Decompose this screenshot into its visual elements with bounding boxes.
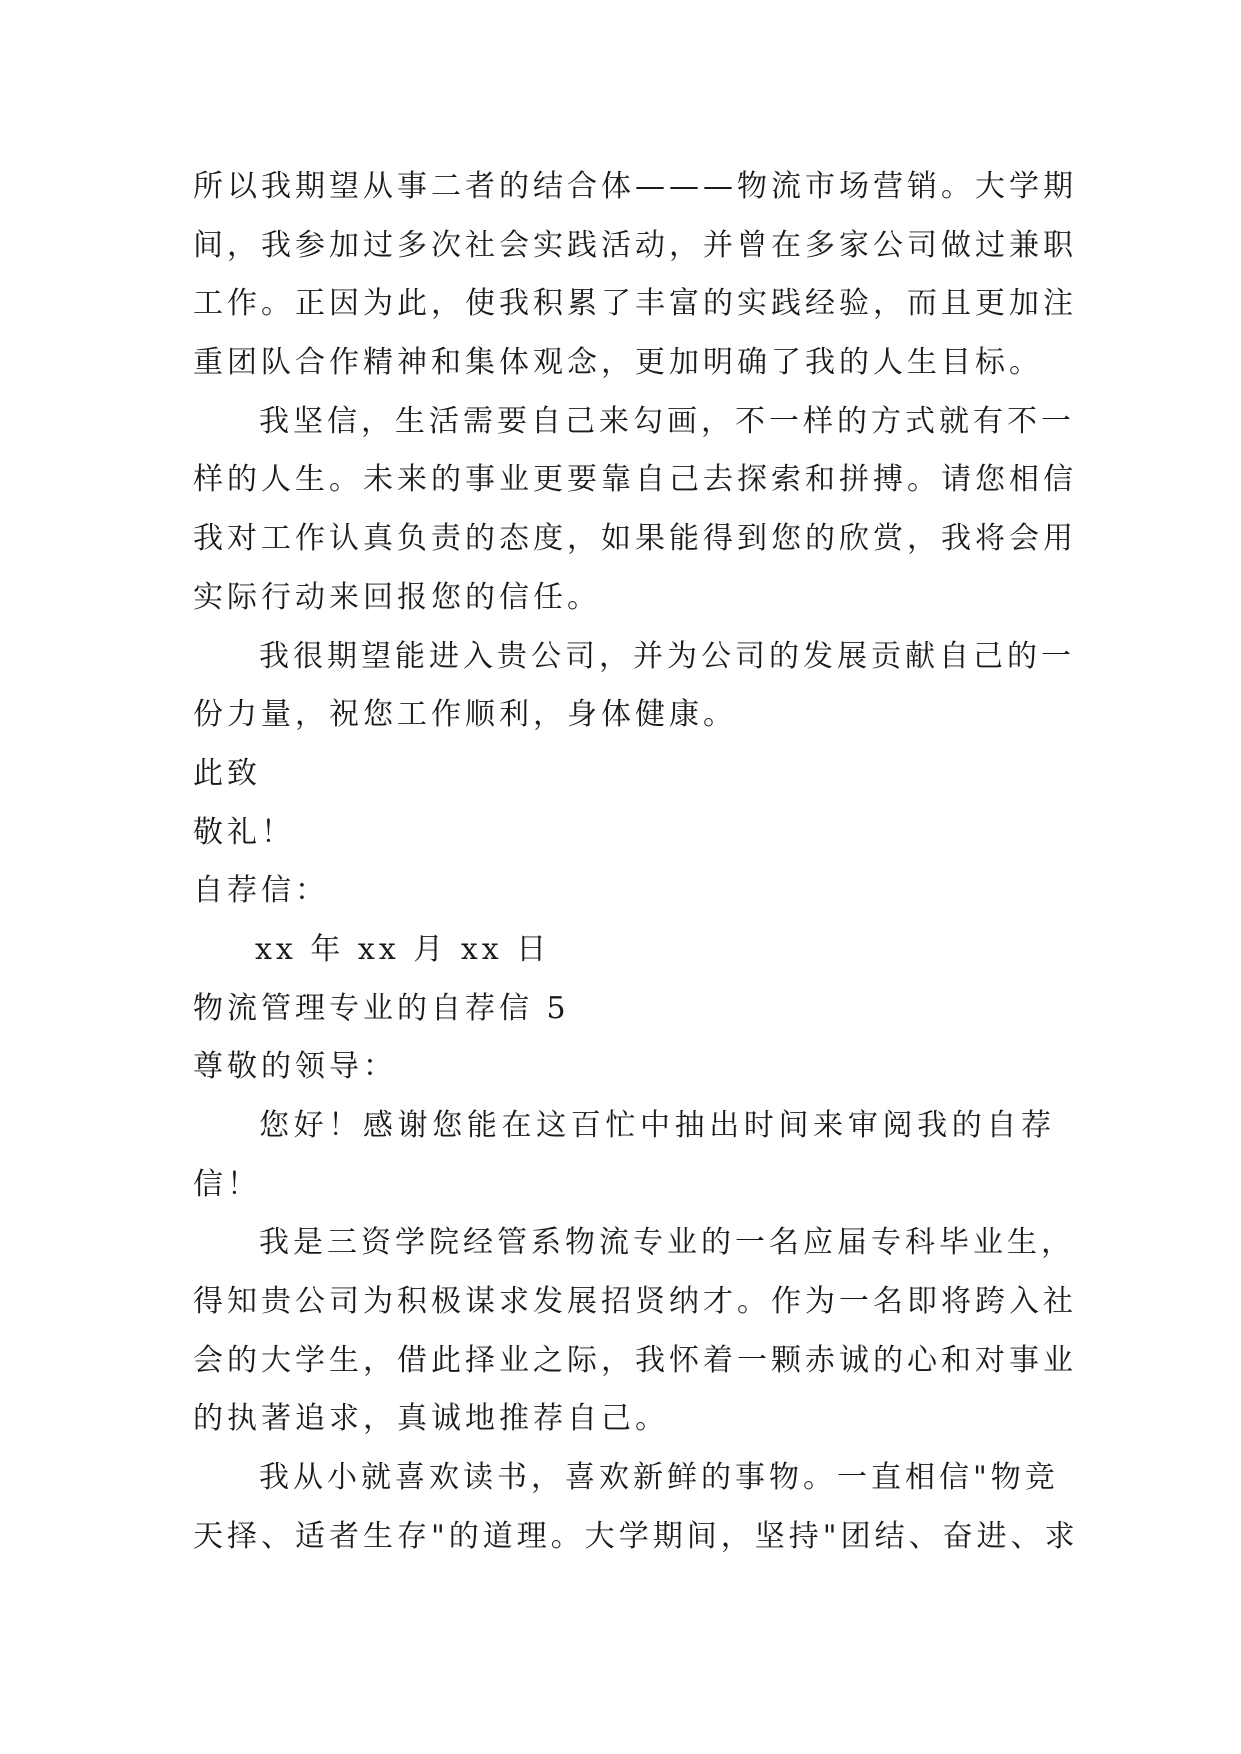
text-line: 所以我期望从事二者的结合体———物流市场营销。大学期 bbox=[193, 169, 1077, 204]
text-line: 实际行动来回报您的信任。 bbox=[193, 579, 601, 615]
text-line: 份力量，祝您工作顺利，身体健康。 bbox=[193, 697, 737, 733]
letter-body bbox=[193, 158, 1079, 1567]
section-title: 物流管理专业的自荐信 5 bbox=[193, 990, 570, 1026]
date-line: xx 年 xx 月 xx 日 bbox=[255, 931, 551, 967]
text-line: 信！ bbox=[193, 1166, 261, 1202]
text-line: 天择、适者生存"的道理。大学期间，坚持"团结、奋进、求 bbox=[193, 1518, 1079, 1554]
text-line: 的执著追求，真诚地推荐自己。 bbox=[193, 1401, 669, 1437]
text-line: 我坚信，生活需要自己来勾画，不一样的方式就有不一 bbox=[259, 403, 1075, 439]
text-line: 重团队合作精神和集体观念，更加明确了我的人生目标。 bbox=[193, 345, 1043, 381]
greeting-line: 尊敬的领导： bbox=[193, 1049, 397, 1085]
text-line: 会的大学生，借此择业之际，我怀着一颗赤诚的心和对事业 bbox=[193, 1342, 1077, 1378]
text-line: 工作。正因为此，使我积累了丰富的实践经验，而且更加注 bbox=[193, 286, 1077, 322]
text-line: 我很期望能进入贵公司，并为公司的发展贡献自己的一 bbox=[259, 638, 1075, 674]
text-line: 您好！感谢您能在这百忙中抽出时间来审阅我的自荐 bbox=[259, 1108, 1055, 1143]
closing-line: 此致 bbox=[193, 755, 261, 791]
text-line: 间，我参加过多次社会实践活动，并曾在多家公司做过兼职 bbox=[193, 227, 1077, 263]
salutation-line: 敬礼！ bbox=[193, 814, 295, 850]
text-line: 我从小就喜欢读书，喜欢新鲜的事物。一直相信"物竞 bbox=[259, 1460, 1059, 1496]
text-line: 得知贵公司为积极谋求发展招贤纳才。作为一名即将跨入社 bbox=[193, 1284, 1077, 1320]
text-line: 我对工作认真负责的态度，如果能得到您的欣赏，我将会用 bbox=[193, 521, 1077, 557]
signature-label: 自荐信： bbox=[193, 873, 329, 909]
text-line: 我是三资学院经管系物流专业的一名应届专科毕业生， bbox=[259, 1225, 1075, 1261]
text-line: 样的人生。未来的事业更要靠自己去探索和拼搏。请您相信 bbox=[193, 462, 1077, 498]
